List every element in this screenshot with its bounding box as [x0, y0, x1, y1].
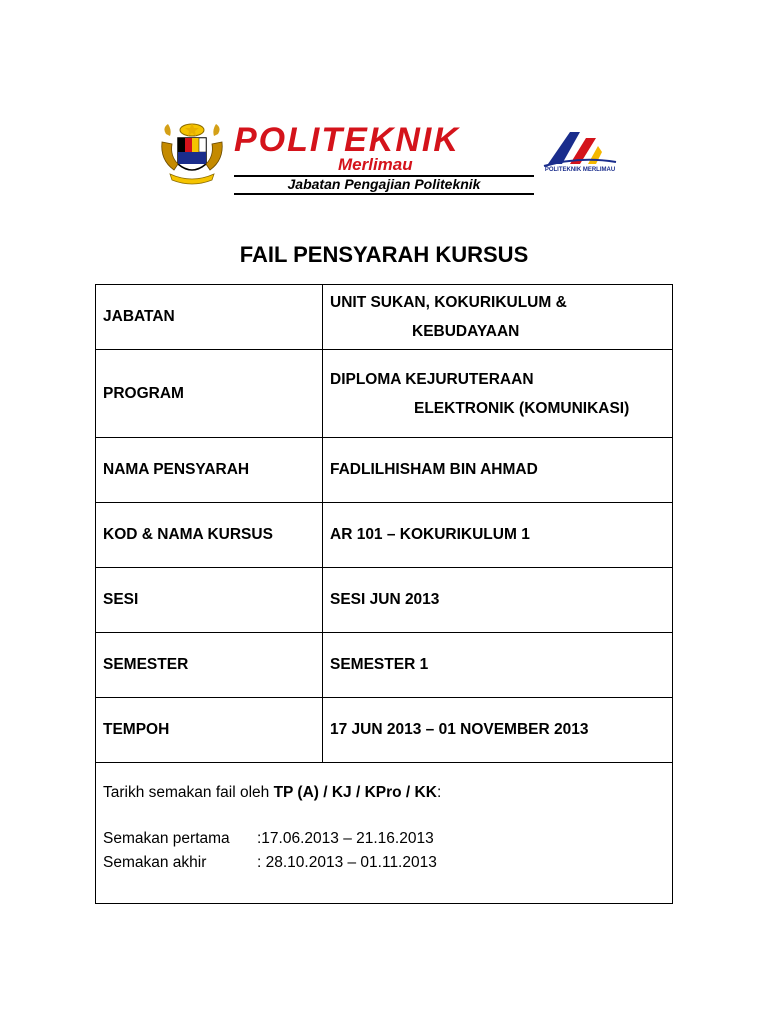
row-value: AR 101 – KOKURIKULUM 1 — [323, 503, 673, 568]
table-row-nama-pensyarah — [96, 438, 673, 503]
page-title: FAIL PENSYARAH KURSUS — [239, 242, 529, 267]
row-label: JABATAN — [96, 285, 323, 350]
row-label: SEMESTER — [96, 633, 323, 698]
row-value: 17 JUN 2013 – 01 NOVEMBER 2013 — [323, 698, 673, 763]
notes-last-review — [103, 851, 665, 875]
politeknik-merlimau-logo — [540, 126, 618, 186]
table-row-jabatan — [96, 285, 673, 350]
letterhead — [158, 118, 618, 200]
logo-department: Jabatan Pengajian Politeknik — [287, 176, 481, 192]
last-review-dates: : 28.10.2013 – 01.11.2013 — [257, 854, 437, 871]
row-value: SEMESTER 1 — [323, 633, 673, 698]
review-notes — [96, 763, 673, 904]
first-review-label: Semakan pertama — [103, 830, 230, 847]
row-value-line1: DIPLOMA KEJURUTERAAN — [330, 370, 534, 388]
row-value-line1: UNIT SUKAN, KOKURIKULUM & — [330, 294, 567, 311]
coat-of-arms-logo — [158, 120, 226, 186]
row-label: KOD & NAMA KURSUS — [96, 503, 323, 568]
logo-subtitle: Merlimau — [338, 155, 413, 174]
row-label: TEMPOH — [96, 698, 323, 763]
notes-reviewers: TP (A) / KJ / KPro / KK — [273, 784, 437, 801]
row-label: NAMA PENSYARAH — [96, 438, 323, 503]
row-value-line2: KEBUDAYAAN — [412, 323, 520, 340]
logo-underline — [234, 193, 534, 195]
logo-title: POLITEKNIK — [234, 121, 460, 159]
row-label: SESI — [96, 568, 323, 633]
row-value: SESI JUN 2013 — [323, 568, 673, 633]
first-review-dates: :17.06.2013 – 21.16.2013 — [257, 830, 434, 847]
row-value: FADLILHISHAM BIN AHMAD — [323, 438, 673, 503]
last-review-label: Semakan akhir — [103, 854, 207, 871]
notes-intro — [103, 781, 665, 805]
notes-colon: : — [436, 784, 442, 801]
course-info-table — [95, 284, 673, 904]
table-row-kod-kursus — [96, 503, 673, 568]
table-row-semester — [96, 633, 673, 698]
table-row-tempoh — [96, 698, 673, 763]
table-row-sesi — [96, 568, 673, 633]
row-value — [323, 285, 673, 350]
row-value-line2: ELEKTRONIK (KOMUNIKASI) — [414, 399, 630, 417]
logo-caption: POLITEKNIK MERLIMAU — [544, 167, 616, 173]
table-row-notes — [96, 763, 673, 904]
notes-first-review — [103, 827, 665, 851]
table-row-program — [96, 350, 673, 438]
row-value — [323, 350, 673, 438]
notes-intro-text: Tarikh semakan fail oleh — [103, 784, 274, 801]
row-label: PROGRAM — [96, 350, 323, 438]
